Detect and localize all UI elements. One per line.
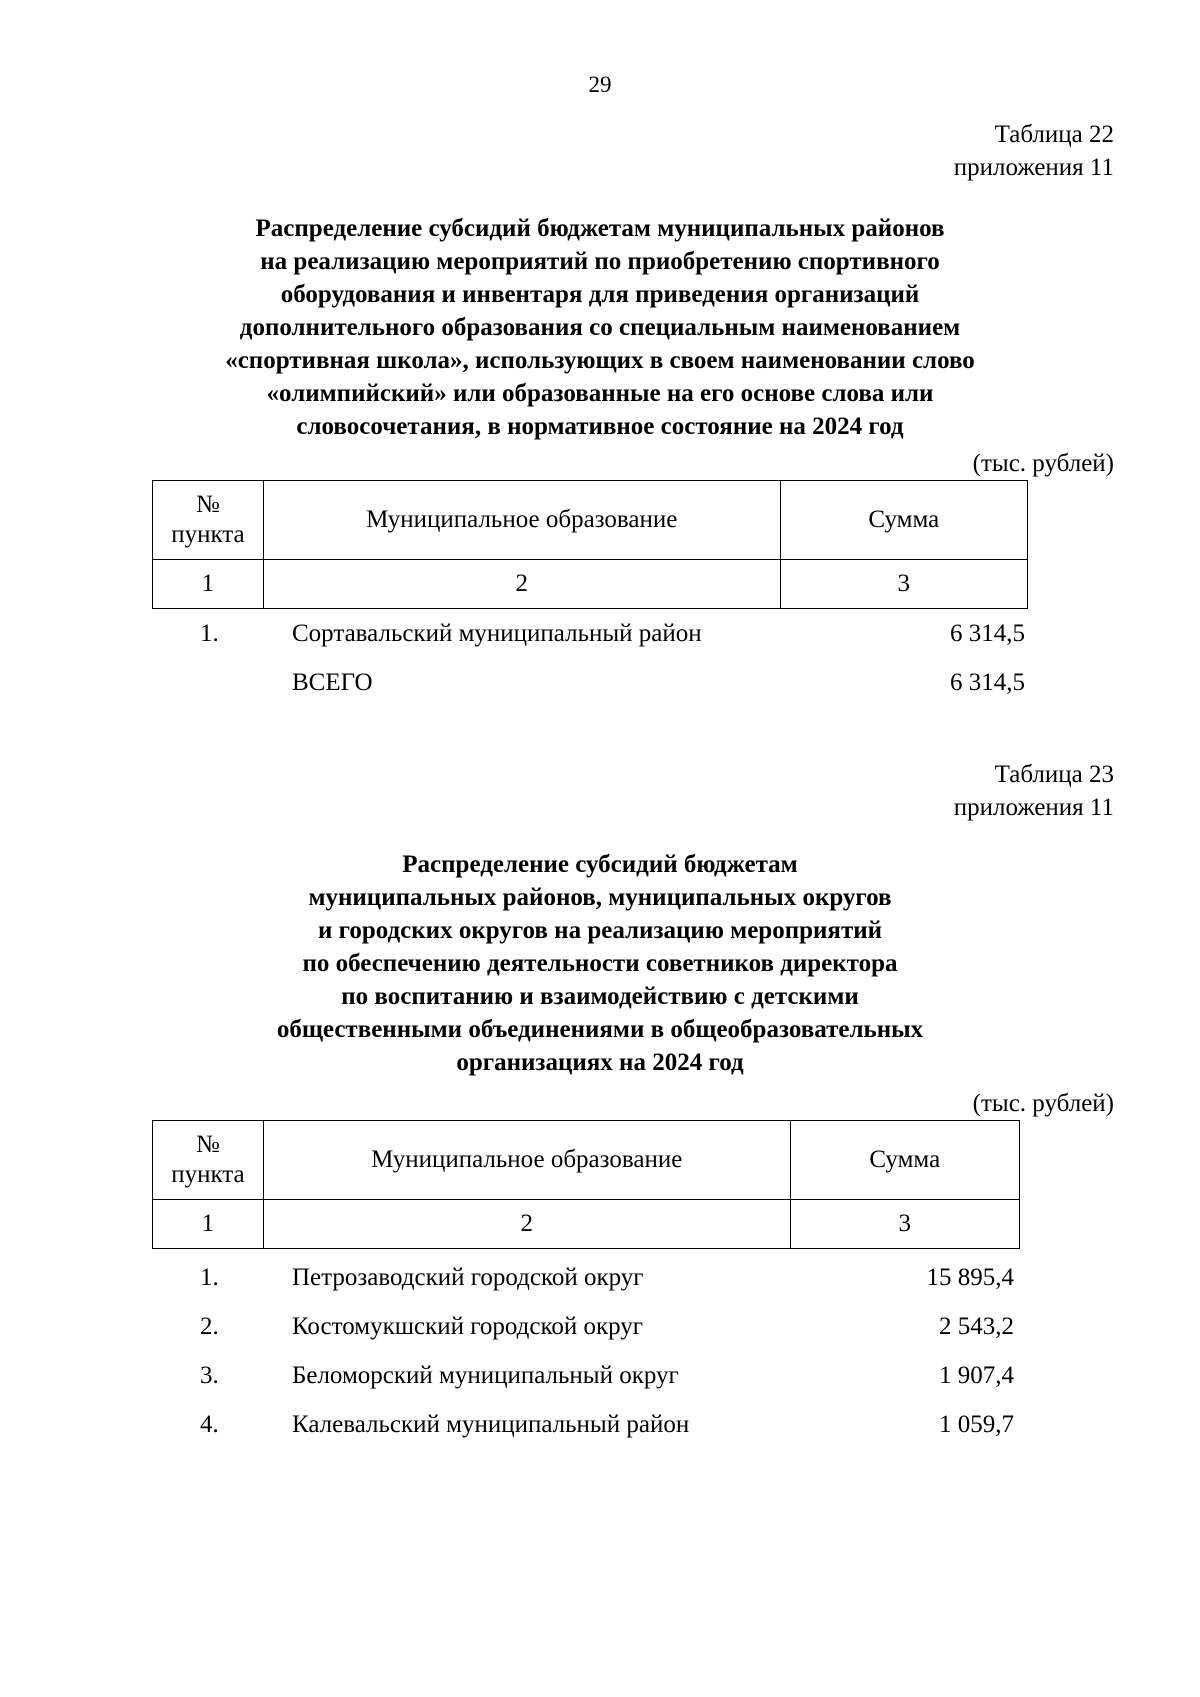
column-number-2: 2 — [263, 560, 780, 609]
title-line: оборудования и инвентаря для приведения организаций — [280, 281, 920, 308]
header-cell-number — [153, 481, 264, 560]
row-sum: 1 907,4 — [939, 1362, 1014, 1389]
column-number-1: 1 — [153, 1200, 264, 1249]
table-row — [0, 1409, 1200, 1441]
table-row — [0, 1262, 1200, 1294]
header-cell-sum: Сумма — [790, 1121, 1019, 1200]
title-line: Распределение субсидий бюджетам муниципальных районов — [255, 215, 945, 242]
header-num-symbol: № — [196, 1131, 220, 1158]
table-23-title — [150, 848, 1050, 1079]
title-line: общественными объединениями в общеобразовательных — [276, 1016, 924, 1043]
title-line: на реализацию мероприятий по приобретению спортивного — [260, 248, 940, 275]
row-municipality: Беломорский муниципальный округ — [292, 1362, 679, 1389]
table-22-title — [150, 212, 1050, 443]
title-line: муниципальных районов, муниципальных округов — [308, 884, 892, 911]
header-cell-sum: Сумма — [780, 481, 1027, 560]
title-line: словосочетания, в нормативное состояние на 2024 год — [296, 413, 904, 440]
table-23-header — [152, 1120, 1020, 1249]
title-line: по воспитанию и взаимодействию с детскими — [341, 983, 859, 1010]
appendix-label: приложения 11 — [953, 154, 1114, 181]
header-num-word: пункта — [171, 1161, 245, 1188]
header-cell-municipality: Муниципальное образование — [263, 481, 780, 560]
title-line: «спортивная школа», использующих в своем наименовании слово — [225, 347, 975, 374]
table-row — [0, 618, 1200, 650]
row-municipality: Сортавальский муниципальный район — [292, 620, 702, 647]
title-line: Распределение субсидий бюджетам — [402, 851, 798, 878]
table-label: Таблица 23 — [994, 761, 1114, 788]
header-num-word: пункта — [171, 521, 245, 548]
table-row — [0, 1311, 1200, 1343]
row-number: 3. — [200, 1362, 219, 1389]
column-number-1: 1 — [153, 560, 264, 609]
table-23-label-block — [954, 758, 1114, 824]
appendix-label: приложения 11 — [953, 794, 1114, 821]
table-22-header — [152, 480, 1028, 609]
table-total-row — [0, 667, 1200, 699]
title-line: организациях на 2024 год — [456, 1049, 744, 1076]
row-sum: 2 543,2 — [939, 1313, 1014, 1340]
column-number-2: 2 — [263, 1200, 790, 1249]
header-cell-municipality: Муниципальное образование — [263, 1121, 790, 1200]
title-line: «олимпийский» или образованные на его основе слова или — [266, 380, 934, 407]
page-number: 29 — [588, 72, 612, 97]
units-label: (тыс. рублей) — [972, 450, 1114, 477]
row-number: 1. — [200, 1264, 219, 1291]
column-number-3: 3 — [790, 1200, 1019, 1249]
row-sum: 15 895,4 — [926, 1264, 1014, 1291]
table-label: Таблица 22 — [994, 121, 1114, 148]
title-line: дополнительного образования со специальным наименованием — [239, 314, 961, 341]
column-number-3: 3 — [780, 560, 1027, 609]
header-cell-number — [153, 1121, 264, 1200]
title-line: по обеспечению деятельности советников директора — [302, 950, 898, 977]
row-municipality: Петрозаводский городской округ — [292, 1264, 644, 1291]
row-sum: 6 314,5 — [950, 669, 1025, 696]
row-sum: 6 314,5 — [950, 620, 1025, 647]
units-label: (тыс. рублей) — [972, 1090, 1114, 1117]
row-municipality: ВСЕГО — [292, 669, 373, 696]
row-number: 1. — [200, 620, 219, 647]
row-municipality: Калевальский муниципальный район — [292, 1411, 690, 1438]
row-number: 2. — [200, 1313, 219, 1340]
row-municipality: Костомукшский городской округ — [292, 1313, 644, 1340]
row-sum: 1 059,7 — [939, 1411, 1014, 1438]
title-line: и городских округов на реализацию мероприятий — [317, 917, 883, 944]
table-row — [0, 1360, 1200, 1392]
row-number: 4. — [200, 1411, 219, 1438]
table-22-label-block — [954, 118, 1114, 184]
header-num-symbol: № — [196, 491, 220, 518]
